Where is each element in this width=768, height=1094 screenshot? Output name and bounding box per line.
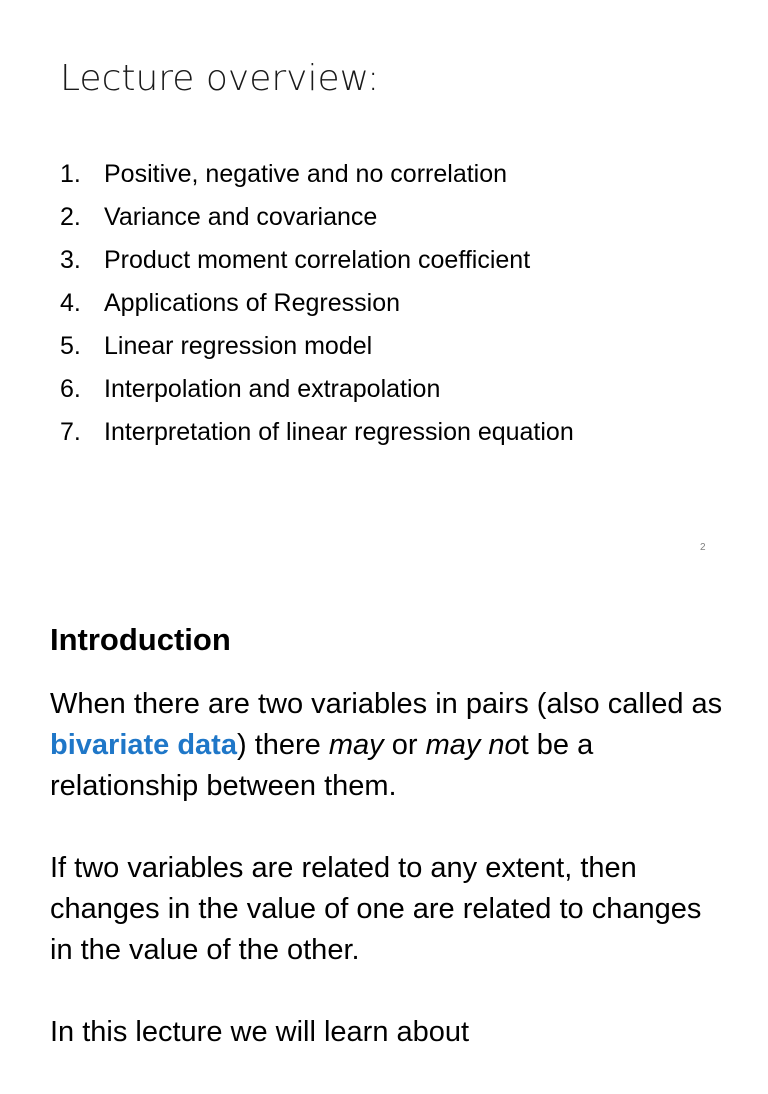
list-item (60, 195, 574, 238)
list-item-text: Applications of Regression (104, 288, 400, 317)
paragraph-lecture-intro: In this lecture we will learn about (50, 1016, 470, 1048)
slide-number: 2 (700, 542, 706, 553)
list-item-number: 6. (60, 374, 81, 403)
intro-body (50, 684, 730, 1094)
section-heading: Introduction (50, 622, 231, 657)
overview-list (60, 152, 574, 453)
list-item-text: Variance and covariance (104, 202, 378, 231)
list-item (60, 238, 574, 281)
paragraph-bivariate (50, 684, 730, 807)
list-item-text: Interpolation and extrapolation (104, 374, 441, 403)
paragraph-text: When there are two variables in pairs (also called as (50, 688, 723, 720)
list-item (60, 367, 574, 410)
list-item (60, 281, 574, 324)
paragraph-related-variables: If two variables are related to any extent, then changes in the value of one are related to changes in the value of the other. (50, 852, 702, 966)
paragraph-text: or (383, 729, 426, 761)
slide-introduction (0, 580, 768, 1048)
list-item-number: 5. (60, 331, 81, 360)
paragraph-text: t be a relationship between them. (50, 729, 594, 802)
paragraph-text: ) there (236, 729, 329, 761)
list-item-text: Product moment correlation coefficient (104, 245, 531, 274)
list-item-number: 1. (60, 159, 81, 188)
emphasis-text: may no (425, 729, 521, 761)
list-item (60, 410, 574, 453)
list-item-number: 4. (60, 288, 81, 317)
list-item-number: 3. (60, 245, 81, 274)
list-item (60, 152, 574, 195)
list-item-number: 7. (60, 417, 81, 446)
list-item (60, 324, 574, 367)
list-item-text: Interpretation of linear regression equation (104, 417, 574, 446)
list-item-number: 2. (60, 202, 81, 231)
list-item-text: Linear regression model (104, 331, 373, 360)
list-item-text: Positive, negative and no correlation (104, 159, 508, 188)
slide-title: Lecture overview: (60, 58, 380, 99)
emphasis-text: may (328, 729, 384, 761)
highlight-term: bivariate data (50, 729, 237, 761)
